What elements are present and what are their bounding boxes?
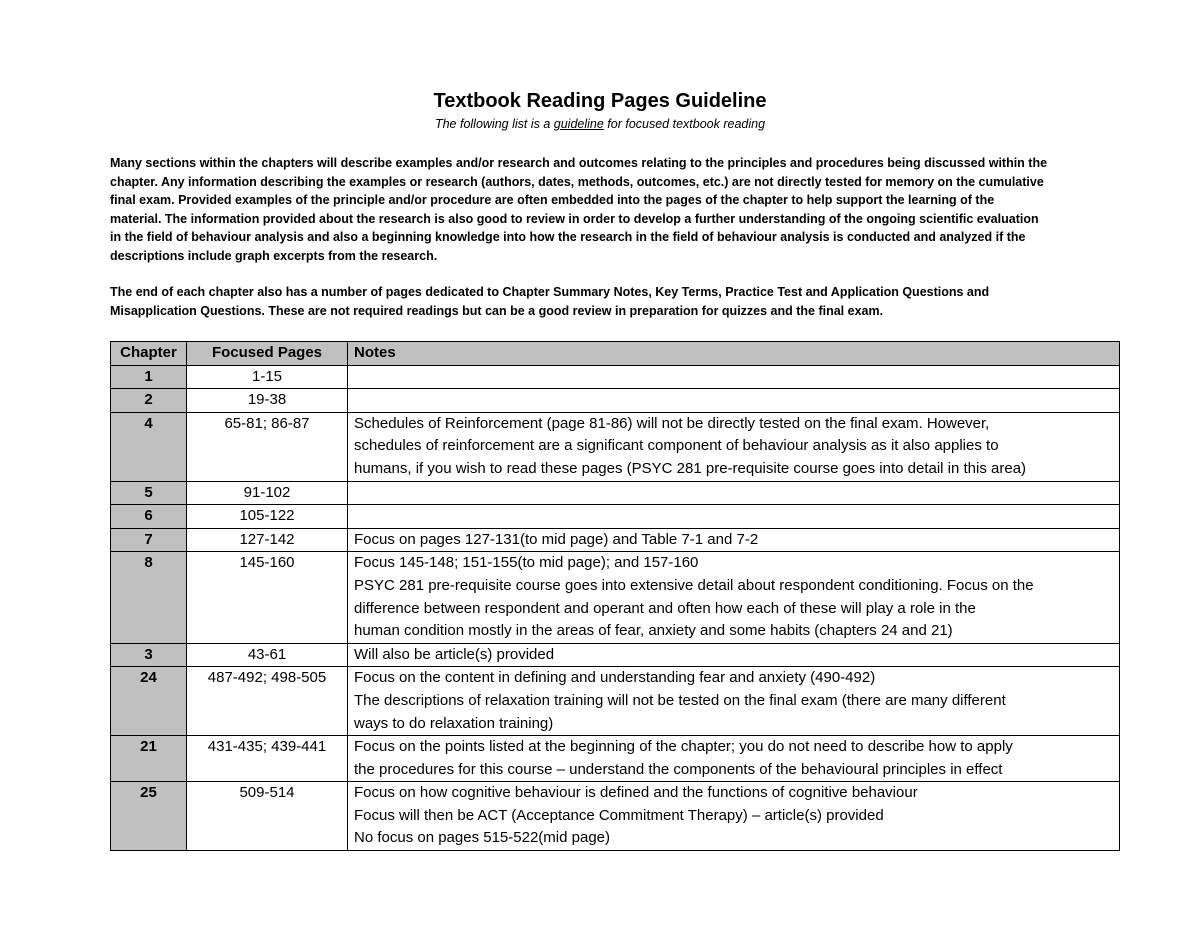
end-of-chapter-paragraph (110, 283, 1095, 320)
note-line: Will also be article(s) provided (354, 645, 555, 663)
note-line: human condition mostly in the areas of fear, anxiety and some habits (chapters 24 and 21) (354, 622, 953, 640)
focused-pages-cell: 431-435; 439-441 (187, 736, 348, 782)
focused-pages-cell: 65-81; 86-87 (187, 412, 348, 481)
note-line: humans, if you wish to read these pages (PSYC 281 pre-requisite course goes into detail in this area) (354, 459, 1027, 477)
notes-cell (348, 412, 1120, 481)
note-line: Focus 145-148; 151-155(to mid page); and 157-160 (354, 554, 699, 572)
note-line: Focus on the content in defining and understanding fear and anxiety (490-492) (354, 669, 876, 687)
chapter-cell: 3 (111, 643, 187, 667)
table-row (111, 782, 1120, 851)
focused-pages-cell: 509-514 (187, 782, 348, 851)
note-line: Focus will then be ACT (Acceptance Commitment Therapy) – article(s) provided (354, 806, 884, 824)
note-line: PSYC 281 pre-requisite course goes into extensive detail about respondent conditioning. Focus on the (354, 576, 1034, 594)
note-line: schedules of reinforcement are a significant component of behaviour analysis as it also applies to (354, 437, 999, 455)
subtitle-text-after: for focused textbook reading (603, 117, 766, 131)
note-line: Focus on pages 127-131(to mid page) and Table 7-1 and 7-2 (354, 530, 759, 548)
table-row (111, 528, 1120, 552)
focused-pages-cell: 43-61 (187, 643, 348, 667)
note-line: the procedures for this course – understand the components of the behavioural principles in effect (354, 760, 1003, 778)
intro-paragraph-line: in the field of behaviour analysis and also a beginning knowledge into how the research in the field of behaviour analysis is conducted and analyzed if the (110, 230, 1026, 245)
note-line: ways to do relaxation training) (354, 714, 554, 732)
note-line: No focus on pages 515-522(mid page) (354, 829, 610, 847)
chapter-cell: 7 (111, 528, 187, 552)
notes-cell (348, 782, 1120, 851)
table-row (111, 736, 1120, 782)
table-body (111, 365, 1120, 850)
table-row (111, 412, 1120, 481)
notes-cell (348, 667, 1120, 736)
table-row (111, 389, 1120, 413)
notes-cell (348, 365, 1120, 389)
focused-pages-cell: 127-142 (187, 528, 348, 552)
intro-paragraph-line: chapter. Any information describing the examples or research (authors, dates, methods, outcomes, etc.) are not directly tested for memory on the cumulative (110, 174, 1044, 189)
focused-pages-cell: 1-15 (187, 365, 348, 389)
table-row (111, 667, 1120, 736)
note-line: difference between respondent and operant and often how each of these will play a role in the (354, 599, 976, 617)
chapter-cell: 24 (111, 667, 187, 736)
notes-cell (348, 528, 1120, 552)
intro-paragraph-line: material. The information provided about the research is also good to review in order to develop a further understanding of the ongoing scientific evaluation (110, 211, 1039, 226)
focused-pages-cell: 105-122 (187, 505, 348, 529)
table-row (111, 365, 1120, 389)
notes-cell (348, 552, 1120, 643)
chapter-cell: 25 (111, 782, 187, 851)
note-line: Schedules of Reinforcement (page 81-86) will not be directly tested on the final exam. However, (354, 414, 990, 432)
intro-paragraph-line: descriptions include graph excerpts from the research. (110, 248, 438, 263)
chapter-cell: 4 (111, 412, 187, 481)
focused-pages-cell: 487-492; 498-505 (187, 667, 348, 736)
chapter-cell: 1 (111, 365, 187, 389)
reading-pages-table (110, 341, 1120, 851)
end-of-chapter-paragraph-line: Misapplication Questions. These are not required readings but can be a good review in preparation for quizzes and the final exam. (110, 303, 884, 318)
chapter-cell: 8 (111, 552, 187, 643)
notes-cell (348, 389, 1120, 413)
chapter-cell: 2 (111, 389, 187, 413)
note-line: The descriptions of relaxation training will not be tested on the final exam (there are many different (354, 691, 1006, 709)
note-line: Focus on the points listed at the beginning of the chapter; you do not need to describe how to apply (354, 738, 1013, 756)
intro-paragraph-line: final exam. Provided examples of the principle and/or procedure are often embedded into the pages of the chapter to help support the learning of the (110, 193, 995, 208)
end-of-chapter-paragraph-line: The end of each chapter also has a number of pages dedicated to Chapter Summary Notes, Key Terms, Practice Test and Application Questions and (110, 285, 990, 299)
header-chapter: Chapter (111, 342, 187, 366)
notes-cell (348, 643, 1120, 667)
intro-paragraph (110, 154, 1095, 266)
table-row (111, 505, 1120, 529)
intro-paragraph-line: Many sections within the chapters will describe examples and/or research and outcomes relating to the principles and procedures being discussed within the (110, 156, 1048, 170)
focused-pages-cell: 19-38 (187, 389, 348, 413)
header-focused-pages: Focused Pages (187, 342, 348, 366)
table-row (111, 552, 1120, 643)
chapter-cell: 6 (111, 505, 187, 529)
table-header-row (111, 342, 1120, 366)
subtitle-underlined-word: guideline (553, 117, 604, 131)
notes-cell (348, 505, 1120, 529)
header-notes: Notes (348, 342, 1120, 366)
notes-cell (348, 736, 1120, 782)
chapter-cell: 21 (111, 736, 187, 782)
chapter-cell: 5 (111, 481, 187, 505)
notes-cell (348, 481, 1120, 505)
page-subtitle (0, 117, 1200, 131)
focused-pages-cell: 91-102 (187, 481, 348, 505)
focused-pages-cell: 145-160 (187, 552, 348, 643)
table-row (111, 643, 1120, 667)
table-row (111, 481, 1120, 505)
page-title: Textbook Reading Pages Guideline (433, 90, 767, 112)
note-line: Focus on how cognitive behaviour is defined and the functions of cognitive behaviour (354, 784, 918, 802)
subtitle-text-before: The following list is a (434, 117, 554, 131)
